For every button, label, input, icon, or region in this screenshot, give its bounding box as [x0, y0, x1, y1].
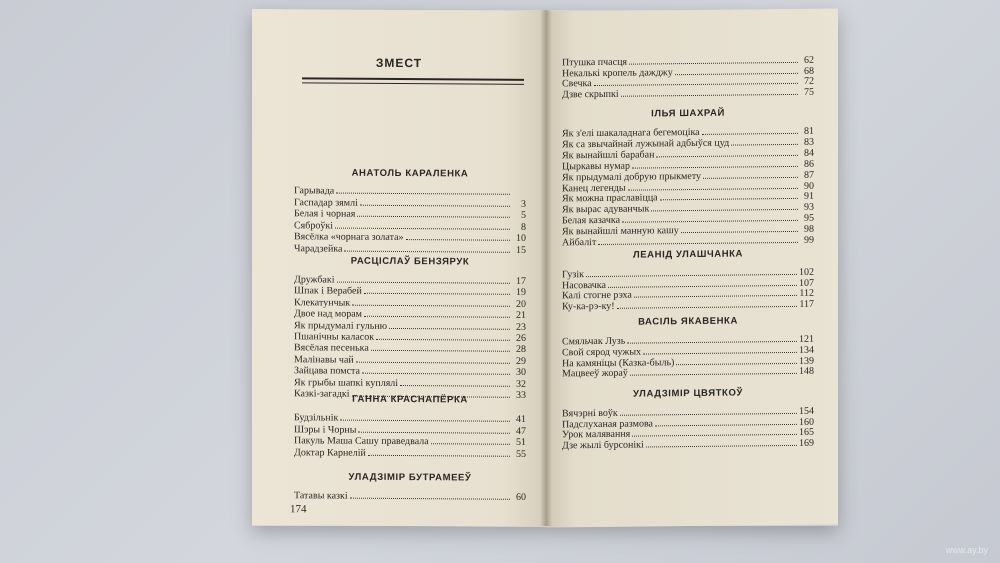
toc-entry — [294, 488, 526, 501]
entry-page: 41 — [516, 413, 526, 425]
entry-page: 10 — [516, 233, 526, 245]
dot-leader — [364, 307, 510, 318]
entry-title: Некалькі кропель дажджу — [562, 66, 673, 79]
entry-page: 112 — [799, 287, 814, 300]
entry-title: Зайцава помста — [294, 365, 360, 377]
entry-page: 139 — [799, 355, 814, 367]
entry-page: 93 — [804, 202, 814, 214]
entry-page: 117 — [799, 298, 814, 310]
entry-title: Як са звычайнай лужынай адбыўся цуд — [562, 137, 730, 151]
entry-page: 75 — [804, 86, 814, 98]
dot-leader — [431, 434, 510, 445]
entry-title: Пшанічны каласок — [294, 331, 375, 343]
entry-title: Малінавы чай — [294, 354, 354, 366]
entry-title: Дружбакі — [294, 274, 335, 286]
entry-title: Падслуханая размова — [562, 418, 653, 430]
entry-title: Гузік — [562, 269, 584, 281]
entry-page: 90 — [804, 180, 814, 192]
toc-entry — [562, 364, 814, 378]
entry-page: 33 — [516, 389, 526, 401]
author-heading: ЛЕАНІД УЛАШЧАНКА — [632, 248, 744, 261]
dot-leader — [627, 332, 797, 344]
dot-leader — [622, 211, 798, 223]
author-heading: АНАТОЛЬ КАРАЛЕНКА — [351, 167, 469, 180]
book-gutter — [540, 10, 552, 526]
entry-page: 5 — [521, 210, 526, 222]
entry-title: Пакуль Маша Сашу праведвала — [294, 435, 429, 448]
entry-title: Як вынайшлі барабан — [562, 149, 655, 162]
dot-leader — [400, 376, 510, 387]
entry-title: Мацвееў жораў — [562, 368, 628, 380]
entry-title: Двое над морам — [294, 308, 363, 320]
entry-title: Чарадзейка — [294, 243, 343, 255]
dot-leader — [632, 157, 798, 169]
entry-title: Вячэрні воўк — [562, 407, 618, 420]
entry-title: Смяльчак Лузь — [562, 335, 626, 348]
dot-leader — [651, 200, 798, 212]
entry-page: 19 — [516, 287, 526, 299]
entry-title: Дзе жылі бурсонікі — [562, 439, 644, 452]
entry-page: 28 — [516, 344, 526, 356]
entry-title: Урок малявання — [562, 428, 631, 441]
entry-page: 107 — [799, 277, 814, 289]
dot-leader — [703, 167, 798, 178]
entry-title: Вясёлка «чорнага золата» — [294, 231, 404, 244]
entry-page: 83 — [804, 136, 814, 148]
entry-page: 8 — [521, 221, 526, 233]
author-heading: ІЛЬЯ ШАХРАЙ — [651, 107, 725, 120]
entry-title: Айбаліт — [562, 237, 597, 249]
entry-title: Канец легенды — [562, 182, 626, 194]
toc-entry — [562, 297, 814, 311]
entry-page: 87 — [804, 169, 814, 181]
entry-page: 20 — [516, 298, 526, 310]
entry-page: 81 — [804, 125, 814, 137]
entry-page: 169 — [799, 437, 814, 449]
toc-entry — [294, 206, 526, 222]
dot-leader — [660, 189, 798, 200]
dot-leader — [675, 63, 798, 74]
entry-title: Дзве скрыпкі — [562, 88, 619, 101]
dot-leader — [356, 352, 510, 363]
toc-entry — [294, 230, 526, 243]
dot-leader — [358, 422, 510, 433]
entry-title: Доктар Карнелій — [294, 446, 366, 459]
dot-leader — [655, 414, 797, 425]
dot-leader — [731, 135, 798, 146]
open-book — [252, 10, 838, 526]
title-rule — [302, 77, 524, 85]
dot-leader — [630, 364, 797, 376]
toc-entry — [294, 241, 526, 254]
toc-entry — [562, 233, 814, 247]
entry-title: Цыркавы нумар — [562, 160, 630, 173]
entry-page: 30 — [516, 367, 526, 379]
toc-entry — [294, 445, 526, 458]
entry-page: 26 — [516, 332, 526, 344]
entry-page: 23 — [516, 321, 526, 333]
entry-title: Насовачка — [562, 279, 606, 291]
dot-leader — [628, 178, 798, 190]
entry-title: Сяброўкі — [294, 220, 333, 232]
entry-page: 84 — [804, 147, 814, 159]
entry-page: 55 — [516, 448, 526, 460]
author-heading: УЛАДЗІМІР БУТРАМЕЕЎ — [348, 471, 472, 484]
dot-leader — [337, 273, 511, 284]
author-heading: РАСЦІСЛАЎ БЕНЗЯРУК — [350, 255, 470, 268]
entry-page: 86 — [804, 158, 814, 170]
toc-entry — [294, 433, 526, 446]
dot-leader — [376, 330, 510, 341]
toc-entry — [294, 183, 526, 196]
author-heading: ВАСІЛЬ ЯКАВЕНКА — [638, 315, 738, 328]
left-page — [252, 9, 546, 527]
dot-leader — [617, 297, 798, 309]
entry-title: Будзільнік — [294, 412, 339, 424]
dot-leader — [352, 295, 510, 306]
dot-leader — [364, 284, 510, 295]
dot-leader — [406, 230, 510, 241]
entry-title: Гаспадар зямлі — [294, 196, 358, 209]
entry-page: 148 — [799, 366, 814, 378]
dot-leader — [357, 207, 510, 218]
right-toc — [546, 8, 838, 452]
entry-title: Клекатунчык — [294, 297, 351, 309]
entry-page: 154 — [799, 405, 814, 417]
entry-page: 99 — [804, 234, 814, 246]
entry-title: Птушка пчасця — [562, 56, 628, 69]
entry-title: Вясёлая песенька — [294, 342, 369, 355]
dot-leader — [598, 233, 798, 245]
entry-page: 160 — [799, 416, 814, 428]
dot-leader — [344, 242, 510, 253]
toc-entry — [294, 410, 526, 423]
dot-leader — [360, 195, 510, 206]
entry-title: Як вынайшлі манную кашу — [562, 225, 679, 238]
entry-title: Як прыдумалі добрую прыкмету — [562, 170, 702, 183]
dot-leader — [336, 184, 510, 195]
dot-leader — [371, 341, 510, 352]
author-heading: УЛАДЗІМІР ЦВЯТКОЎ — [633, 387, 743, 400]
toc-entry — [294, 422, 526, 435]
entry-page: 51 — [516, 436, 526, 448]
entry-page: 98 — [804, 223, 814, 235]
dot-leader — [362, 364, 510, 375]
entry-title: Казкі-загадкі — [294, 388, 350, 400]
right-page — [546, 8, 838, 527]
toc-entry — [294, 195, 526, 208]
entry-title: Гарывада — [294, 185, 335, 197]
entry-title: Як з'елі шакаладнага бегемоціка — [562, 126, 700, 140]
entry-title: Шпак і Верабей — [294, 285, 362, 298]
dot-leader — [681, 222, 798, 233]
entry-page: 17 — [516, 275, 526, 287]
entry-title: Як грыбы шапкі куплялі — [294, 376, 399, 389]
entry-page: 32 — [516, 378, 526, 390]
entry-page: 62 — [804, 54, 814, 66]
entry-title: Калі стогне рэха — [562, 289, 632, 302]
entry-page: 29 — [516, 355, 526, 367]
dot-leader — [335, 218, 510, 229]
entry-page: 68 — [804, 65, 814, 77]
dot-leader — [350, 489, 510, 500]
dot-leader — [656, 146, 798, 157]
dot-leader — [676, 353, 797, 364]
entry-title: На камяніцы (Казка-быль) — [562, 356, 675, 369]
entry-page: 102 — [799, 266, 814, 278]
entry-page: 95 — [804, 212, 814, 225]
author-heading: ГАННА КРАСНАПЁРКА — [352, 393, 468, 406]
entry-page: 21 — [516, 310, 526, 322]
toc-entry — [294, 218, 526, 231]
entry-page: 60 — [516, 491, 526, 503]
entry-title: Белая казачка — [562, 214, 621, 227]
dot-leader — [643, 343, 797, 355]
entry-page: 91 — [804, 191, 814, 203]
entry-title: Як можна праславіцца — [562, 192, 658, 205]
watermark: www.ay.by — [945, 545, 988, 555]
entry-page: 72 — [804, 75, 814, 88]
entry-page: 47 — [516, 425, 526, 437]
entry-title: Свой сярод чужых — [562, 346, 642, 359]
toc-entry — [562, 85, 814, 99]
entry-page: 121 — [799, 333, 814, 345]
dot-leader — [621, 85, 798, 97]
entry-page: 134 — [799, 344, 814, 356]
dot-leader — [389, 319, 510, 330]
dot-leader — [340, 411, 510, 422]
dot-leader — [646, 436, 797, 448]
dot-leader — [702, 124, 798, 135]
entry-title: Ку-ка-рэ-ку! — [562, 300, 615, 313]
entry-page: 15 — [516, 244, 526, 256]
dot-leader — [368, 445, 510, 456]
toc-entry — [562, 436, 814, 450]
entry-title: Татавы казкі — [294, 490, 348, 502]
entry-title: Свечка — [562, 78, 592, 90]
entry-title: Як прыдумалі гульню — [294, 319, 388, 332]
entry-title: Як вырас адуванчык — [562, 203, 650, 216]
entry-title: Белая і чорная — [294, 208, 356, 220]
entry-page: 165 — [799, 426, 814, 439]
entry-page: 3 — [521, 198, 526, 210]
entry-title: Шэры і Чорны — [294, 423, 357, 436]
contents-title: ЗМЕСТ — [375, 55, 423, 71]
page-number: 174 — [290, 503, 307, 516]
